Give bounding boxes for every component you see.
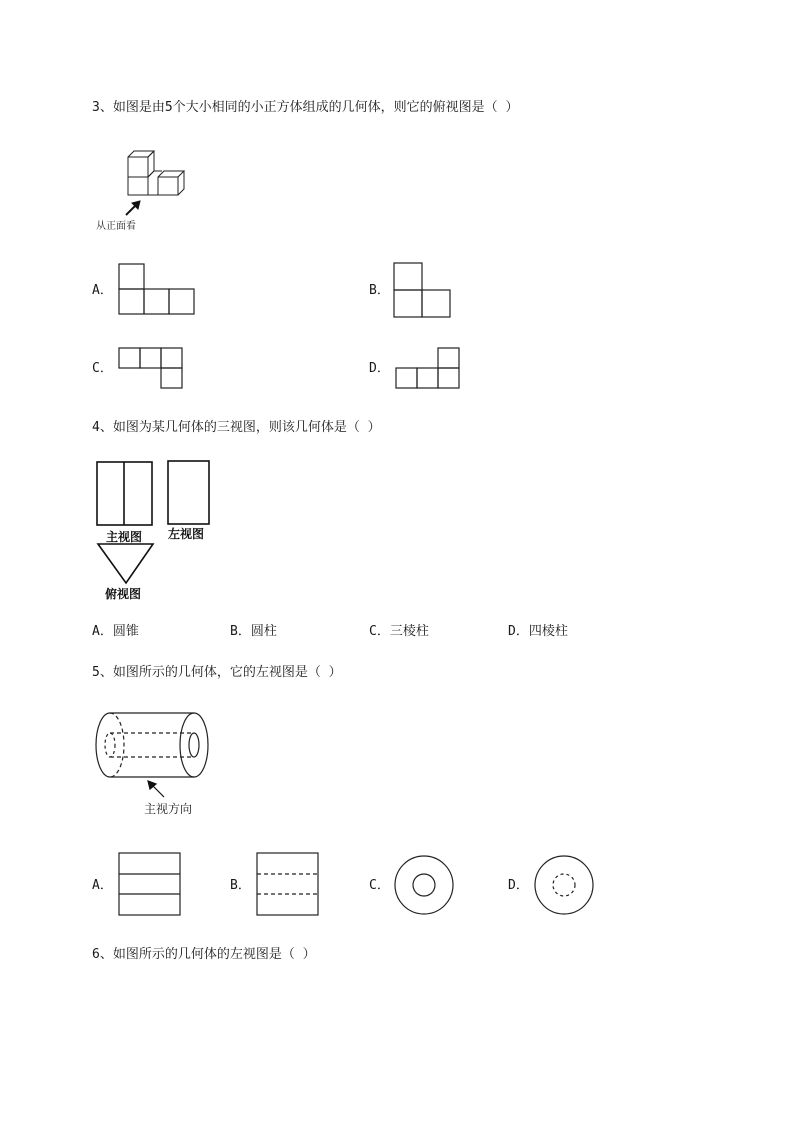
- q4-front-view-label: 主视图: [106, 530, 143, 544]
- q4-option-d-text: 四棱柱: [528, 624, 568, 639]
- q5-option-c-label[interactable]: C．: [369, 878, 390, 893]
- q4-option-c-label: C．: [369, 624, 390, 639]
- q3-option-b-figure[interactable]: [393, 262, 453, 320]
- q4-option-a-text: 圆锥: [112, 624, 139, 639]
- q3-option-d-figure[interactable]: [395, 347, 463, 391]
- q3-option-a-label[interactable]: A．: [92, 283, 113, 298]
- q5-option-a-figure[interactable]: [118, 852, 182, 918]
- q3-option-d-label[interactable]: D．: [369, 361, 390, 376]
- q4-option-d-label: D．: [508, 624, 529, 639]
- q4-option-d[interactable]: [508, 624, 568, 640]
- q4-three-views-figure: [92, 455, 222, 605]
- q4-left-view-label: 左视图: [168, 527, 205, 541]
- q5-stem: 5、如图所示的几何体，它的左视图是（ ）: [92, 665, 342, 680]
- q4-option-b-label: B．: [230, 624, 251, 639]
- q4-option-c-text: 三棱柱: [389, 624, 429, 639]
- q3-stem: 3、如图是由5个大小相同的小正方体组成的几何体，则它的俯视图是（ ）: [92, 100, 519, 115]
- q3-option-c-label[interactable]: C．: [92, 361, 113, 376]
- q5-tube-figure: [92, 705, 222, 821]
- q4-option-a-label: A．: [92, 624, 113, 639]
- q5-option-d-figure[interactable]: [533, 854, 595, 916]
- q3-cube-figure: [92, 145, 202, 235]
- q4-option-c[interactable]: [369, 624, 429, 640]
- q6-stem: 6、如图所示的几何体的左视图是（ ）: [92, 947, 316, 962]
- q4-top-view-label: 俯视图: [105, 587, 142, 601]
- q3-caption: 从正面看: [96, 221, 136, 232]
- q3-option-b-label[interactable]: B．: [369, 283, 390, 298]
- q5-option-a-label[interactable]: A．: [92, 878, 113, 893]
- q3-option-a-figure[interactable]: [118, 263, 198, 317]
- q4-stem: 4、如图为某几何体的三视图，则该几何体是（ ）: [92, 420, 381, 435]
- q5-option-b-label[interactable]: B．: [230, 878, 251, 893]
- q4-option-b-text: 圆柱: [250, 624, 277, 639]
- q3-option-c-figure[interactable]: [118, 347, 186, 391]
- q5-option-c-figure[interactable]: [393, 854, 455, 916]
- q5-option-d-label[interactable]: D．: [508, 878, 529, 893]
- q4-option-b[interactable]: [230, 624, 277, 640]
- q4-option-a[interactable]: [92, 624, 139, 640]
- q5-option-b-figure[interactable]: [256, 852, 320, 918]
- q5-caption: 主视方向: [144, 802, 193, 816]
